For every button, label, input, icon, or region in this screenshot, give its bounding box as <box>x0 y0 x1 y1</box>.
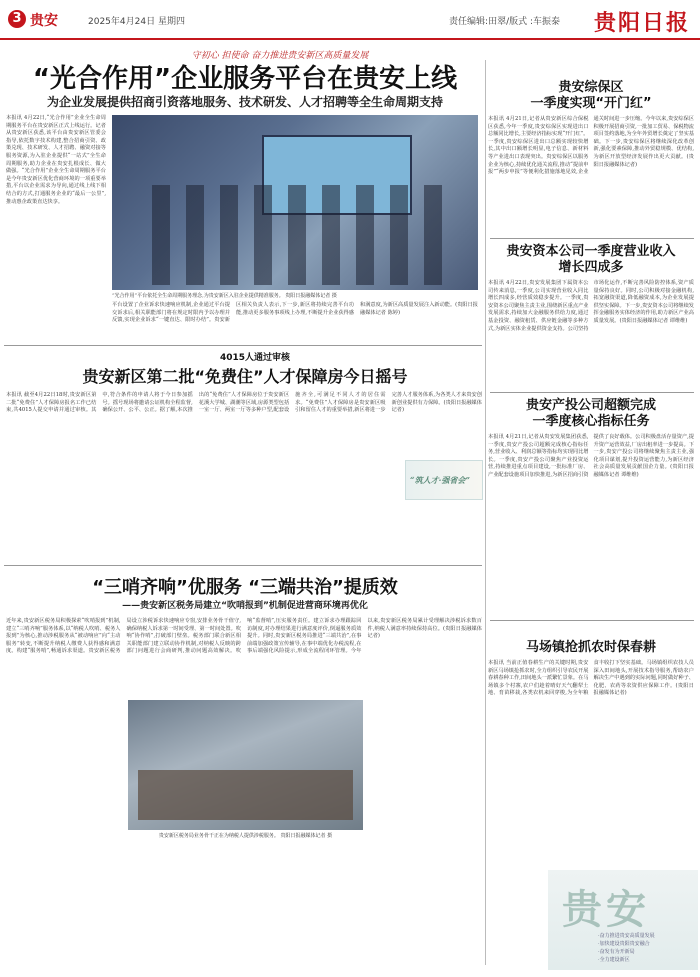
tax-article-body: 近年来,贵安新区税务局积极探索“吹哨报到”机制,建立“三哨齐响”服务体系,以“纳税人吹哨、税务人报到”为核心,推动涉税服务从“被动响应”向“主动服务”转变,不断提升纳税人缴费人获得感和满意度。构建“服务哨”,畅通诉求渠道。贵安新区税务局设立涉税诉求快速响应专窗,安排业务骨干值守,确保纳税人诉求第一时间受理、第一时间处置。吹响“协作哨”,打破部门壁垒。税务部门联合新区相关职能部门建立联动协作机制,对纳税人反映的跨部门问题进行会商研判,推动问题高效解决。吹响“监督哨”,压实服务责任。建立诉求办理跟踪回访制度,对办理结果进行满意度评价,倒逼服务质效提升。同时,贵安新区税务局推进“三端共治”,在事前端加强政策宣传辅导,在事中端优化办税流程,在事后端强化风险提示,形成全流程闭环管理。今年以来,贵安新区税务局累计受理解决涉税诉求数百件,纳税人满意率持续保持高位。(贵阳日报融媒体记者) <box>6 618 482 655</box>
column-divider <box>485 60 486 965</box>
right-story-capital <box>488 244 694 390</box>
right-story-body: 本报讯 当前正值春耕生产的关键时期,贵安新区马场镇抢抓农时,全力组织引导农民开展春耕春种工作,田间地头一派繁忙景象。在马场镇多个村寨,农户们趁着晴好天气翻犁土地、育苗移栽,各类农机来回穿梭,为全年粮食丰收打下坚实基础。马场镇组织农技人员深入田间地头,开展技术指导服务,帮助农户解决生产中遇到的实际问题,同时做好种子、化肥、农药等农资供应保障工作。(贵阳日报融媒体记者) <box>488 660 694 697</box>
right-story-body: 本报讯 4月21日,记者从贵安发展集团获悉,一季度,贵安产投公司超额完成核心指标任务,营业收入、利润总额等指标均实现同比增长。一季度,贵安产投公司聚焦产业投资运营,持续推进重点项目建设,一批标准厂房、产业配套设施项目加快推进,为新区招商引资提供了良好载体。公司积极盘活存量资产,提升资产运营效益,厂房出租率进一步提高。下一步,贵安产投公司将继续聚焦主责主业,强化项目谋划,提升投资运营能力,为新区经济社会高质量发展贡献国企力量。(贵阳日报融媒体记者 谭维维) <box>488 434 694 478</box>
lead-article-continuation: 平台设置了企业诉求快速响应机制,企业通过平台提交诉求后,相关职能部门将在规定时限内予以办理并反馈,实现企业诉求“一键直达、限时办结”。贵安新区相关负责人表示,下一步,新区将持续完善平台功能,推动更多服务事项线上办理,不断提升企业获得感和满意度,为新区高质量发展注入新动能。(贵阳日报融媒体记者 陈婷) <box>112 302 478 324</box>
right-story-title: 马场镇抢抓农时保春耕 <box>525 640 656 655</box>
right-story-title: 贵安资本公司一季度营业收入 增长四成多 <box>506 244 676 275</box>
right-story-investment <box>488 398 694 584</box>
right-story-title: 贵安产投公司超额完成 一季度核心指标任务 <box>525 398 656 429</box>
slogan-text: “筑人才·强省会” <box>410 475 470 485</box>
mid-headline: 贵安新区第二批“免费住”人才保障房今日摇号 <box>82 367 408 386</box>
page-number: 3 <box>8 10 26 28</box>
section-divider <box>490 238 694 239</box>
service-desk <box>138 770 353 820</box>
top-banner: 守初心 担使命 奋力推进贵安新区高质量发展 <box>191 51 369 61</box>
decoration-title: 贵安 <box>562 886 650 933</box>
guian-decoration <box>548 870 698 970</box>
right-story-bonded-zone <box>488 80 694 216</box>
lead-article-column: 本报讯 4月22日,“光合作用”企业全生命周期服务平台在贵安新区正式上线运行。记者从贵安新区获悉,该平台由贵安新区管委会指导,依托数字技术构建,整合招商引资、政策兑现、技术研发、人才招聘、融资对接等服务资源,为入驻企业提供“一站式”全生命周期服务,助力企业在贵安扎根成长、做大做强。“光合作用”企业全生命周期服务平台是今年贵安新区优化营商环境的一项重要举措,平台以企业需求为导向,通过线上线下相结合的方式,打通服务企业的“最后一公里”,推动惠企政策直达快享。 <box>6 115 106 205</box>
tax-office-photo <box>128 700 363 830</box>
slogan-graphic <box>405 460 483 500</box>
mid-article-body: 本报讯 截至4月22日18时,贵安新区第二批“免费住”人才保障房报名工作已结束,共4015人提交申请并通过审核。其中,符合条件的申请人将于今日参加摇号。摇号现场将邀请公证机构全程监督,确保公开、公平、公正。据了解,本次推出的“免费住”人才保障房位于贵安新区花溪大学城、湖潮等区域,房源类型包括一室一厅、两室一厅等多种户型,配套设施齐全,可满足不同人才的居住需求。“免费住”人才保障房是贵安新区吸引和留住人才的重要举措,新区将进一步完善人才服务体系,为各类人才来贵安创新创业提供有力保障。(贵阳日报融媒体记者) <box>6 392 482 414</box>
page-header <box>0 0 700 40</box>
newspaper-logo: 贵阳日报 <box>593 10 690 36</box>
right-story-body: 本报讯 4月21日,记者从贵安新区综合保税区获悉,今年一季度,贵安综保区实现进出口总额同比增长,主要经济指标实现“开门红”。一季度,贵安综保区进出口总额实现较快增长,其中出口额增长明显,电子信息、新材料等产业进出口表现突出。贵安综保区以服务企业为核心,持续优化通关流程,推动“提前申报”“两步申报”等便利化措施落地见效,企业通关时间进一步压缩。今年以来,贵安综保区积极开展招商引资,一批加工贸易、保税物流项目签约落地,为全年外贸增长奠定了坚实基础。下一步,贵安综保区将继续深化改革创新,强化要素保障,推动外贸稳规模、优结构,为新区开放型经济发展作出更大贡献。(贵阳日报融媒体记者) <box>488 116 694 176</box>
lead-photo-caption: “光合作用”平台依托全生命周期服务理念,为贵安新区入驻企业提供精准服务。 贵阳日报融媒体记者 摄 <box>112 293 337 299</box>
right-story-title: 贵安综保区 一季度实现“开门红” <box>530 80 652 111</box>
tax-photo-caption: 贵安新区税务局业务骨干正在为纳税人提供涉税服务。 贵阳日报融媒体记者 摄 <box>158 833 333 839</box>
section-divider <box>4 345 482 346</box>
section-divider <box>490 392 694 393</box>
lead-photo <box>112 115 478 290</box>
issue-date: 2025年4月24日 星期四 <box>88 17 185 27</box>
right-story-spring-farming <box>488 640 694 860</box>
right-story-body: 本报讯 4月22日,贵安发展集团下属资本公司传来消息,一季度,公司实现营业收入同比增长四成多,经营质效稳步提升。一季度,贵安资本公司聚焦主责主业,围绕新区重点产业发展需求,持续加大金融服务供给力度,通过基金投资、融资租赁、供应链金融等多种方式,为新区实体企业提供资金支持。公司坚持市场化运作,不断完善风险防控体系,资产质量保持良好。同时,公司积极对接金融机构,拓宽融资渠道,降低融资成本,为企业发展提供坚实保障。下一步,贵安资本公司将继续发挥金融服务实体经济的作用,助力新区产业高质量发展。(贵阳日报融媒体记者 谭维维) <box>488 280 694 332</box>
section-name: 贵安 <box>30 13 58 29</box>
editor-credits: 责任编辑:田翠/版式 :车振泰 <box>449 17 560 27</box>
decoration-slogans: ·奋力推进贵安高质量发展 ·加快建设贵阳贵安融合 ·奋发有为开新局 ·全力建设新区 <box>598 933 655 963</box>
lead-subheadline: 为企业发展提供招商引资落地服务、技术研发、人才招聘等全生命周期支持 <box>46 95 443 109</box>
mid-kicker: 4015人通过审核 <box>219 353 291 363</box>
tax-headline: “三哨齐响”优服务 “三端共治”提质效 <box>92 577 398 598</box>
section-divider <box>4 565 482 566</box>
tax-subheadline: ——贵安新区税务局建立“吹哨报到”机制促进营商环境再优化 <box>122 601 368 611</box>
visitors-silhouettes <box>152 185 442 285</box>
lead-headline: “光合作用”企业服务平台在贵安上线 <box>32 64 458 94</box>
section-divider <box>490 620 694 621</box>
